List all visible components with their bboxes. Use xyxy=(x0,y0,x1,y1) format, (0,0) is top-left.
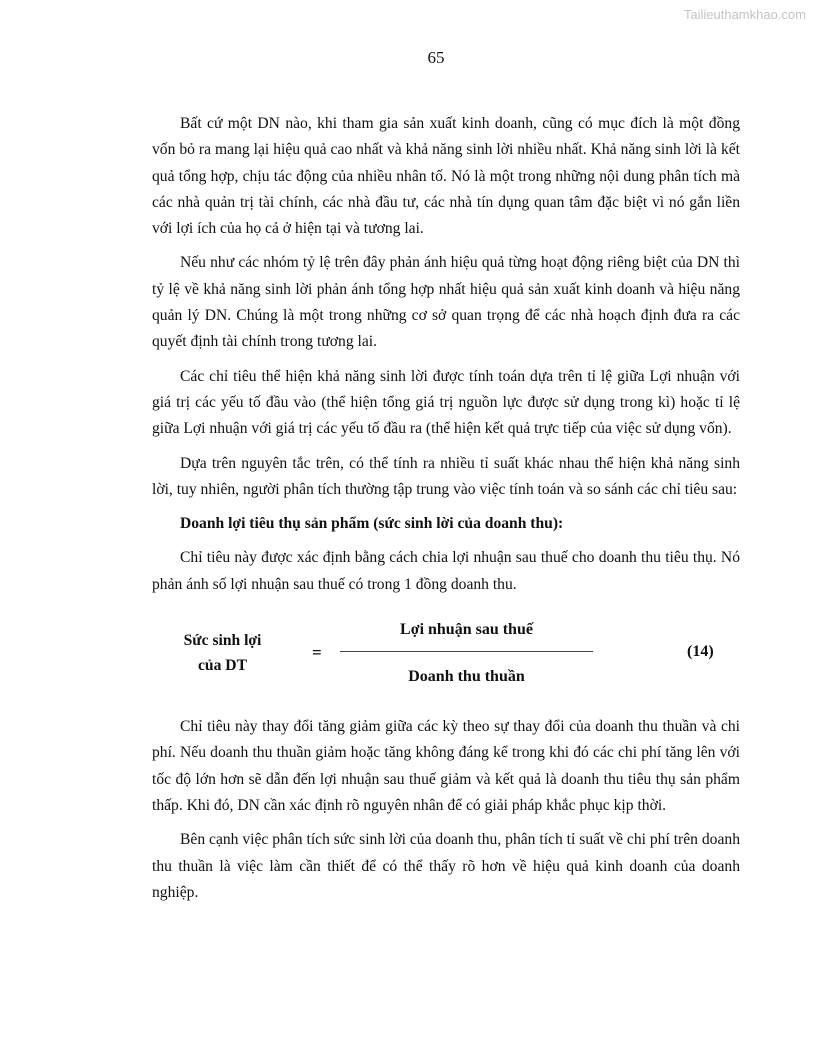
paragraph: Bên cạnh việc phân tích sức sinh lời của doanh thu, phân tích tỉ suất về chi phí trên doanh thu thuần là việc làm cần thiết để có thể thấy rõ hơn về hiệu quả kinh doanh của doanh nghiệp. xyxy=(152,831,740,901)
paragraph: Chỉ tiêu này thay đổi tăng giảm giữa các kỳ theo sự thay đổi của doanh thu thuần và chi phí. Nếu doanh thu thuần giảm hoặc tăng không đáng kể trong khi đó các chi phí tăng lên với tốc độ lớn hơn sẽ dẫn đến lợi nhuận sau thuế giảm và kết quả là doanh thu tiêu thụ sản phẩm thấp. Khi đó, DN cần xác định rõ nguyên nhân để có giải pháp khắc phục kịp thời. xyxy=(152,718,740,814)
document-body xyxy=(152,111,740,914)
formula-lhs-line1: Sức sinh lợi xyxy=(183,632,262,650)
fraction-bar xyxy=(340,651,593,652)
formula-lhs xyxy=(170,628,275,678)
paragraph: Các chỉ tiêu thể hiện khả năng sinh lời được tính toán dựa trên tỉ lệ giữa Lợi nhuận với giá trị các yếu tố đầu vào (thể hiện tổng giá trị nguồn lực được sử dụng trong kì) hoặc tỉ lệ giữa Lợi nhuận với giá trị các yếu tố đầu ra (thể hiện kết quả trực tiếp của việc sử dụng vốn). xyxy=(152,367,740,438)
watermark: Tailieuthamkhao.com xyxy=(683,7,806,22)
formula xyxy=(152,616,740,698)
formula-denominator: Doanh thu thuần xyxy=(408,668,525,686)
formula-lhs-line2: của DT xyxy=(198,657,247,675)
formula-number: (14) xyxy=(687,643,714,661)
paragraph: Bất cứ một DN nào, khi tham gia sản xuất kinh doanh, cũng có mục đích là một đồng vốn bỏ ra mang lại hiệu quả cao nhất và khả năng sinh lời nhiều nhất. Khả năng sinh lời là kết quả tổng hợp, chịu tác động của nhiều nhân tố. Nó là một trong những nội dung phân tích mà các nhà quản trị tài chính, các nhà đầu tư, các nhà tín dụng quan tâm đặc biệt vì nó gắn liền với lợi ích của họ cả ở hiện tại và tương lai. xyxy=(152,115,740,238)
paragraph: Dựa trên nguyên tắc trên, có thể tính ra nhiều tỉ suất khác nhau thể hiện khả năng sinh lời, tuy nhiên, người phân tích thường tập trung vào việc tính toán và so sánh các chỉ tiêu sau: xyxy=(152,454,740,498)
section-heading: Doanh lợi tiêu thụ sản phẩm (sức sinh lời của doanh thu): xyxy=(180,515,564,533)
page-number: 65 xyxy=(427,48,445,67)
paragraph: Nếu như các nhóm tỷ lệ trên đây phản ánh hiệu quả từng hoạt động riêng biệt của DN thì tỷ lệ về khả năng sinh lời phản ánh tổng hợp nhất hiệu quả sản xuất kinh doanh và hiệu năng quản lý DN. Chúng là một trong những cơ sở quan trọng để các nhà hoạch định đưa ra các quyết định tài chính trong tương lai. xyxy=(152,254,740,351)
formula-equals: = xyxy=(312,643,322,663)
formula-numerator: Lợi nhuận sau thuế xyxy=(400,621,533,639)
paragraph: Chỉ tiêu này được xác định bằng cách chia lợi nhuận sau thuế cho doanh thu tiêu thụ. Nó phản ánh số lợi nhuận sau thuế có trong 1 đồng doanh thu. xyxy=(152,549,740,593)
